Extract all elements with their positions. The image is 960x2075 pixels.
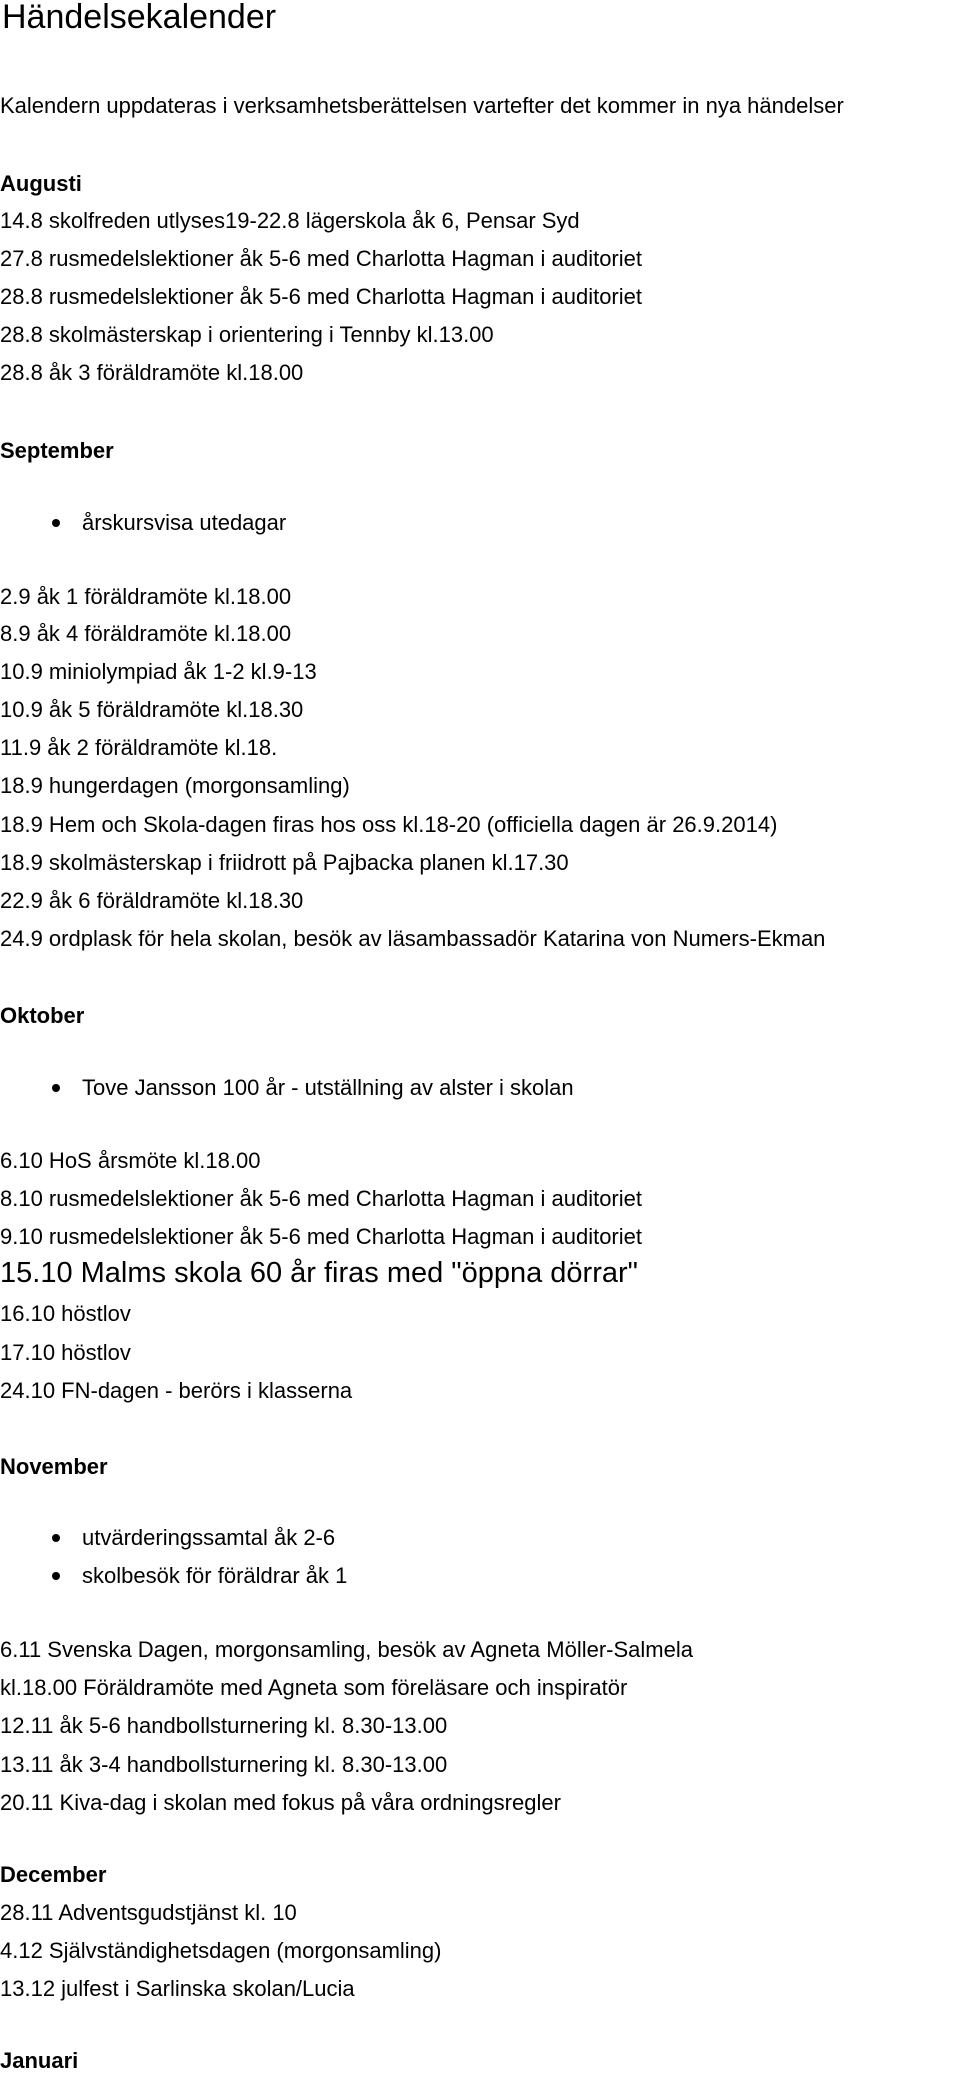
- event-line: 4.12 Självständighetsdagen (morgonsamling): [0, 1938, 442, 1963]
- bullet-text: skolbesök för föräldrar åk 1: [82, 1563, 348, 1588]
- event-line: 10.9 åk 5 föräldramöte kl.18.30: [0, 697, 304, 722]
- bullet-text: Tove Jansson 100 år - utställning av alster i skolan: [82, 1075, 574, 1100]
- event-line: 24.9 ordplask för hela skolan, besök av läsambassadör Katarina von Numers-Ekman: [0, 926, 826, 951]
- event-line: 28.11 Adventsgudstjänst kl. 10: [0, 1900, 297, 1925]
- event-line: 18.9 Hem och Skola-dagen firas hos oss kl.18-20 (officiella dagen är 26.9.2014): [0, 812, 778, 837]
- event-line: 14.8 skolfreden utlyses19-22.8 lägerskola åk 6, Pensar Syd: [0, 208, 580, 233]
- month-heading-januari: Januari: [0, 2048, 79, 2073]
- event-line: 10.9 miniolympiad åk 1-2 kl.9-13: [0, 659, 317, 684]
- event-line: kl.18.00 Föräldramöte med Agneta som föreläsare och inspiratör: [0, 1675, 628, 1700]
- event-line: 9.10 rusmedelslektioner åk 5-6 med Charlotta Hagman i auditoriet: [0, 1224, 642, 1249]
- bullet-text: utvärderingssamtal åk 2-6: [82, 1525, 336, 1550]
- bullet-icon: [52, 1534, 60, 1542]
- event-line: 8.10 rusmedelslektioner åk 5-6 med Charlotta Hagman i auditoriet: [0, 1186, 642, 1211]
- event-line: 24.10 FN-dagen - berörs i klasserna: [0, 1378, 353, 1403]
- event-line: 28.8 åk 3 föräldramöte kl.18.00: [0, 360, 304, 385]
- month-heading-december: December: [0, 1862, 107, 1887]
- event-line-large: 15.10 Malms skola 60 år firas med "öppna dörrar": [0, 1257, 638, 1289]
- event-line: 22.9 åk 6 föräldramöte kl.18.30: [0, 888, 304, 913]
- event-line: 6.10 HoS årsmöte kl.18.00: [0, 1148, 261, 1173]
- event-line: 20.11 Kiva-dag i skolan med fokus på våra ordningsregler: [0, 1790, 561, 1815]
- event-line: 17.10 höstlov: [0, 1340, 131, 1365]
- event-line: 28.8 skolmästerskap i orientering i Tennby kl.13.00: [0, 322, 494, 347]
- month-heading-november: November: [0, 1454, 108, 1479]
- event-line: 11.9 åk 2 föräldramöte kl.18.: [0, 735, 278, 760]
- event-line: 28.8 rusmedelslektioner åk 5-6 med Charlotta Hagman i auditoriet: [0, 284, 642, 309]
- event-line: 12.11 åk 5-6 handbollsturnering kl. 8.30-13.00: [0, 1713, 448, 1738]
- event-line: 27.8 rusmedelslektioner åk 5-6 med Charlotta Hagman i auditoriet: [0, 246, 642, 271]
- event-line: 18.9 hungerdagen (morgonsamling): [0, 773, 350, 798]
- event-line: 18.9 skolmästerskap i friidrott på Pajbacka planen kl.17.30: [0, 850, 569, 875]
- month-heading-september: September: [0, 438, 114, 463]
- page-title: Händelsekalender: [2, 0, 277, 36]
- bullet-icon: [52, 1572, 60, 1580]
- event-line: 2.9 åk 1 föräldramöte kl.18.00: [0, 584, 292, 609]
- bullet-text: årskursvisa utedagar: [82, 510, 287, 535]
- event-line: 13.11 åk 3-4 handbollsturnering kl. 8.30-13.00: [0, 1752, 448, 1777]
- bullet-icon: [52, 519, 60, 527]
- bullet-icon: [52, 1084, 60, 1092]
- event-line: 6.11 Svenska Dagen, morgonsamling, besök av Agneta Möller-Salmela: [0, 1637, 693, 1662]
- event-line: 13.12 julfest i Sarlinska skolan/Lucia: [0, 1976, 355, 2001]
- month-heading-augusti: Augusti: [0, 171, 82, 196]
- intro-text: Kalendern uppdateras i verksamhetsberättelsen vartefter det kommer in nya händelser: [0, 93, 844, 118]
- event-line: 8.9 åk 4 föräldramöte kl.18.00: [0, 621, 292, 646]
- month-heading-oktober: Oktober: [0, 1003, 85, 1028]
- event-line: 16.10 höstlov: [0, 1301, 131, 1326]
